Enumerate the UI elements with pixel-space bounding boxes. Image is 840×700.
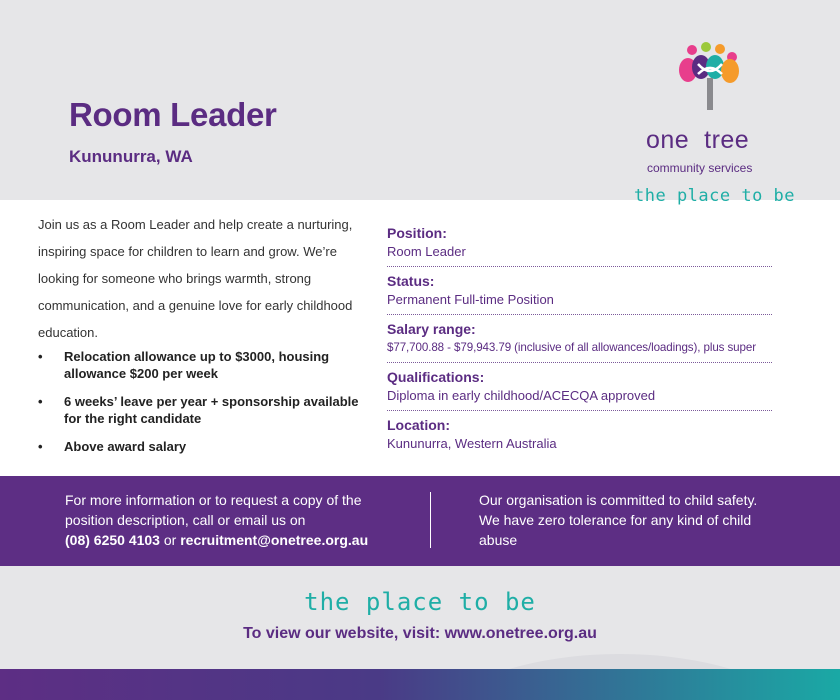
job-title: Room Leader	[69, 96, 277, 133]
bullet-icon: •	[38, 349, 43, 364]
detail-location	[387, 416, 772, 458]
intro-paragraph: Join us as a Room Leader and help create a nurturing, inspiring space for children to learn and grow. We’re looking for someone who brings warmth, strong communication, and a genuine love for early childhood education.	[38, 217, 353, 340]
detail-position	[387, 224, 772, 267]
contact-or: or	[163, 532, 177, 548]
detail-label: Qualifications:	[387, 369, 485, 385]
logo-wordmark	[646, 128, 749, 153]
benefit-text: Above award salary	[64, 439, 187, 454]
detail-value: Permanent Full-time Position	[387, 292, 554, 307]
logo-tagline: the place to be	[634, 186, 796, 206]
logo-subtitle: community services	[647, 161, 753, 175]
email-link[interactable]: recruitment@onetree.org.au	[180, 532, 369, 548]
detail-status	[387, 272, 772, 315]
benefit-text: Relocation allowance up to $3000, housing allowance $200 per week	[64, 349, 330, 381]
tree-logo-icon	[670, 40, 750, 110]
contact-band	[0, 476, 840, 566]
list-item	[38, 393, 378, 427]
header-panel	[0, 0, 840, 206]
benefit-text: 6 weeks’ leave per year + sponsorship available for the right candidate	[64, 394, 359, 426]
job-details	[387, 224, 772, 463]
detail-value: Kununurra, Western Australia	[387, 436, 557, 451]
detail-value: Room Leader	[387, 244, 466, 259]
detail-salary	[387, 320, 772, 363]
website-line	[0, 625, 840, 643]
contact-text: For more information or to request a copy of the position description, call or email us on	[65, 492, 362, 528]
detail-label: Status:	[387, 273, 435, 289]
benefits-list	[38, 348, 378, 466]
job-location: Kununurra, WA	[69, 147, 193, 166]
list-item	[38, 348, 378, 382]
detail-label: Location:	[387, 417, 450, 433]
website-link[interactable]: www.onetree.org.au	[444, 625, 597, 642]
onetree-logo[interactable]	[630, 40, 796, 206]
logo-word-tree: tree	[704, 126, 750, 154]
detail-qualifications	[387, 368, 772, 411]
bullet-icon: •	[38, 394, 43, 409]
child-safety-statement: Our organisation is committed to child safety. We have zero tolerance for any kind of child abuse	[479, 492, 758, 548]
band-divider	[430, 492, 431, 548]
detail-value: Diploma in early childhood/ACECQA approved	[387, 388, 656, 403]
logo-word-one: one	[646, 126, 690, 154]
phone-link[interactable]: (08) 6250 4103	[65, 532, 160, 548]
contact-info	[65, 490, 405, 550]
website-prefix: To view our website, visit:	[243, 625, 441, 642]
bullet-icon: •	[38, 439, 43, 454]
detail-value: $77,700.88 - $79,943.79 (inclusive of all allowances/loadings), plus super	[387, 341, 756, 354]
detail-label: Position:	[387, 225, 447, 241]
detail-label: Salary range:	[387, 321, 476, 337]
bottom-gradient-bar	[0, 669, 840, 700]
footer-tagline: the place to be	[304, 588, 536, 616]
list-item	[38, 438, 378, 455]
